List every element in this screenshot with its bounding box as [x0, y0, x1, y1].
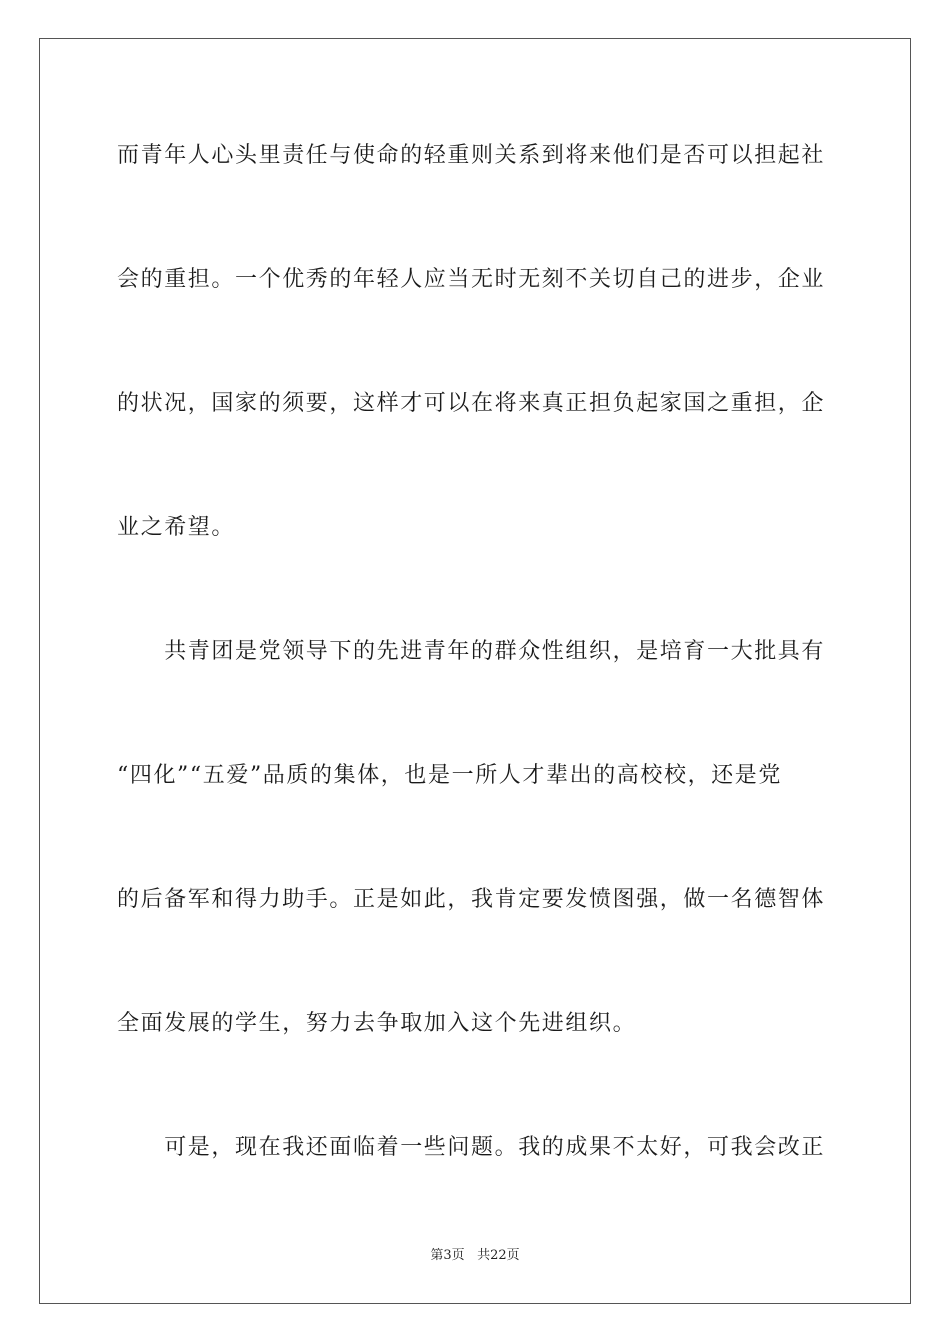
body-text-line: 全面发展的学生，努力去争取加入这个先进组织。: [117, 1011, 637, 1036]
page-total: 共22页: [477, 1248, 520, 1263]
body-text-line: “四化”“五爱”品质的集体，也是一所人才辈出的高校校，还是党: [117, 763, 782, 788]
body-text-line: 共青团是党领导下的先进青年的群众性组织，是培育一大批具有: [117, 639, 826, 664]
body-text-line: 会的重担。一个优秀的年轻人应当无时无刻不关切自己的进步，企业: [117, 267, 826, 292]
page-number: 第3页: [430, 1248, 465, 1263]
page-frame: [39, 38, 911, 1304]
body-text-line: 的后备军和得力助手。正是如此，我肯定要发愤图强，做一名德智体: [117, 887, 826, 912]
body-text-line: 的状况，国家的须要，这样才可以在将来真正担负起家国之重担，企: [117, 391, 826, 416]
body-text-line: 业之希望。: [117, 515, 236, 540]
body-text-line: 可是，现在我还面临着一些问题。我的成果不太好，可我会改正: [117, 1135, 826, 1160]
page-footer: [0, 1247, 950, 1265]
body-text-line: 而青年人心头里责任与使命的轻重则关系到将来他们是否可以担起社: [117, 143, 826, 168]
